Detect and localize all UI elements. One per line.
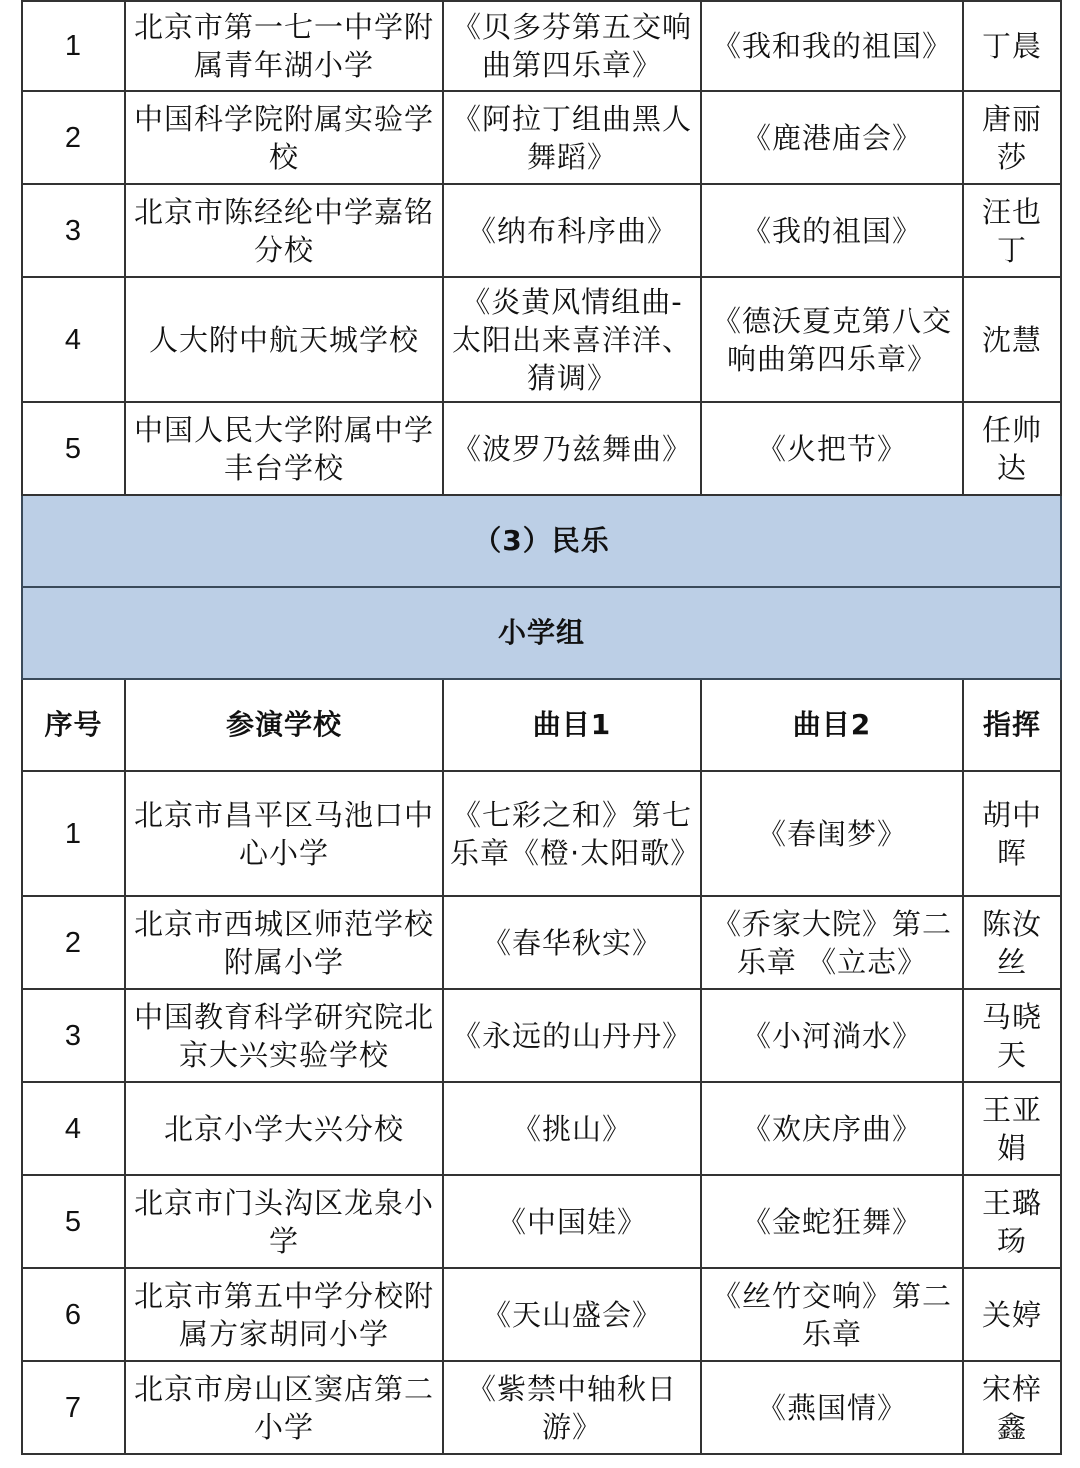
table-row [22, 91, 1061, 184]
row-number: 3 [22, 184, 125, 277]
school-cell: 北京市陈经纶中学嘉铭分校 [125, 184, 443, 277]
row-number: 2 [22, 896, 125, 989]
column-header-no: 序号 [22, 679, 125, 771]
piece1-cell: 《阿拉丁组曲黑人舞蹈》 [443, 91, 701, 184]
conductor-cell: 汪也丁 [963, 184, 1061, 277]
piece2-cell: 《乔家大院》第二乐章 《立志》 [701, 896, 963, 989]
table-row [22, 402, 1061, 495]
table-row [22, 277, 1061, 402]
table-row [22, 1361, 1061, 1454]
section-title: （3）民乐 [22, 495, 1061, 587]
conductor-cell: 胡中晖 [963, 771, 1061, 896]
table-row [22, 1, 1061, 91]
piece1-cell: 《天山盛会》 [443, 1268, 701, 1361]
piece1-cell: 《波罗乃兹舞曲》 [443, 402, 701, 495]
table-row [22, 989, 1061, 1082]
row-number: 5 [22, 1175, 125, 1268]
piece1-cell: 《炎黄风情组曲-太阳出来喜洋洋、猜调》 [443, 277, 701, 402]
school-cell: 北京市第五中学分校附属方家胡同小学 [125, 1268, 443, 1361]
column-header-conductor: 指挥 [963, 679, 1061, 771]
conductor-cell: 丁晨 [963, 1, 1061, 91]
conductor-cell: 唐丽莎 [963, 91, 1061, 184]
column-header-school: 参演学校 [125, 679, 443, 771]
row-number: 6 [22, 1268, 125, 1361]
row-number: 2 [22, 91, 125, 184]
section-header-row [22, 495, 1061, 587]
school-cell: 北京市门头沟区龙泉小学 [125, 1175, 443, 1268]
school-cell: 北京小学大兴分校 [125, 1082, 443, 1175]
piece2-cell: 《德沃夏克第八交响曲第四乐章》 [701, 277, 963, 402]
conductor-cell: 宋梓鑫 [963, 1361, 1061, 1454]
piece1-cell: 《永远的山丹丹》 [443, 989, 701, 1082]
row-number: 7 [22, 1361, 125, 1454]
piece1-cell: 《挑山》 [443, 1082, 701, 1175]
piece2-cell: 《小河淌水》 [701, 989, 963, 1082]
school-cell: 人大附中航天城学校 [125, 277, 443, 402]
table-row [22, 1268, 1061, 1361]
table-row [22, 1082, 1061, 1175]
conductor-cell: 王亚娟 [963, 1082, 1061, 1175]
piece2-cell: 《春闺梦》 [701, 771, 963, 896]
row-number: 4 [22, 1082, 125, 1175]
performance-table [21, 0, 1062, 1455]
piece1-cell: 《春华秋实》 [443, 896, 701, 989]
table-row [22, 1175, 1061, 1268]
table-row [22, 184, 1061, 277]
piece2-cell: 《欢庆序曲》 [701, 1082, 963, 1175]
school-cell: 北京市西城区师范学校附属小学 [125, 896, 443, 989]
school-cell: 中国教育科学研究院北京大兴实验学校 [125, 989, 443, 1082]
piece2-cell: 《我的祖国》 [701, 184, 963, 277]
column-header-piece1: 曲目1 [443, 679, 701, 771]
conductor-cell: 陈汝丝 [963, 896, 1061, 989]
group-title: 小学组 [22, 587, 1061, 679]
group-header-row [22, 587, 1061, 679]
piece2-cell: 《燕国情》 [701, 1361, 963, 1454]
conductor-cell: 马晓天 [963, 989, 1061, 1082]
column-header-piece2: 曲目2 [701, 679, 963, 771]
row-number: 4 [22, 277, 125, 402]
school-cell: 中国科学院附属实验学校 [125, 91, 443, 184]
piece1-cell: 《中国娃》 [443, 1175, 701, 1268]
school-cell: 北京市昌平区马池口中心小学 [125, 771, 443, 896]
school-cell: 北京市房山区窦店第二小学 [125, 1361, 443, 1454]
conductor-cell: 关婷 [963, 1268, 1061, 1361]
school-cell: 中国人民大学附属中学丰台学校 [125, 402, 443, 495]
piece1-cell: 《七彩之和》第七乐章《橙·太阳歌》 [443, 771, 701, 896]
school-cell: 北京市第一七一中学附属青年湖小学 [125, 1, 443, 91]
piece1-cell: 《紫禁中轴秋日游》 [443, 1361, 701, 1454]
piece2-cell: 《鹿港庙会》 [701, 91, 963, 184]
piece2-cell: 《火把节》 [701, 402, 963, 495]
conductor-cell: 任帅达 [963, 402, 1061, 495]
piece1-cell: 《贝多芬第五交响曲第四乐章》 [443, 1, 701, 91]
row-number: 1 [22, 771, 125, 896]
performance-schedule-sheet [21, 0, 1060, 1455]
conductor-cell: 沈慧 [963, 277, 1061, 402]
piece2-cell: 《我和我的祖国》 [701, 1, 963, 91]
row-number: 3 [22, 989, 125, 1082]
piece2-cell: 《金蛇狂舞》 [701, 1175, 963, 1268]
table-row [22, 771, 1061, 896]
table-row [22, 896, 1061, 989]
piece2-cell: 《丝竹交响》第二乐章 [701, 1268, 963, 1361]
row-number: 5 [22, 402, 125, 495]
column-header-row [22, 679, 1061, 771]
conductor-cell: 王璐玚 [963, 1175, 1061, 1268]
row-number: 1 [22, 1, 125, 91]
piece1-cell: 《纳布科序曲》 [443, 184, 701, 277]
